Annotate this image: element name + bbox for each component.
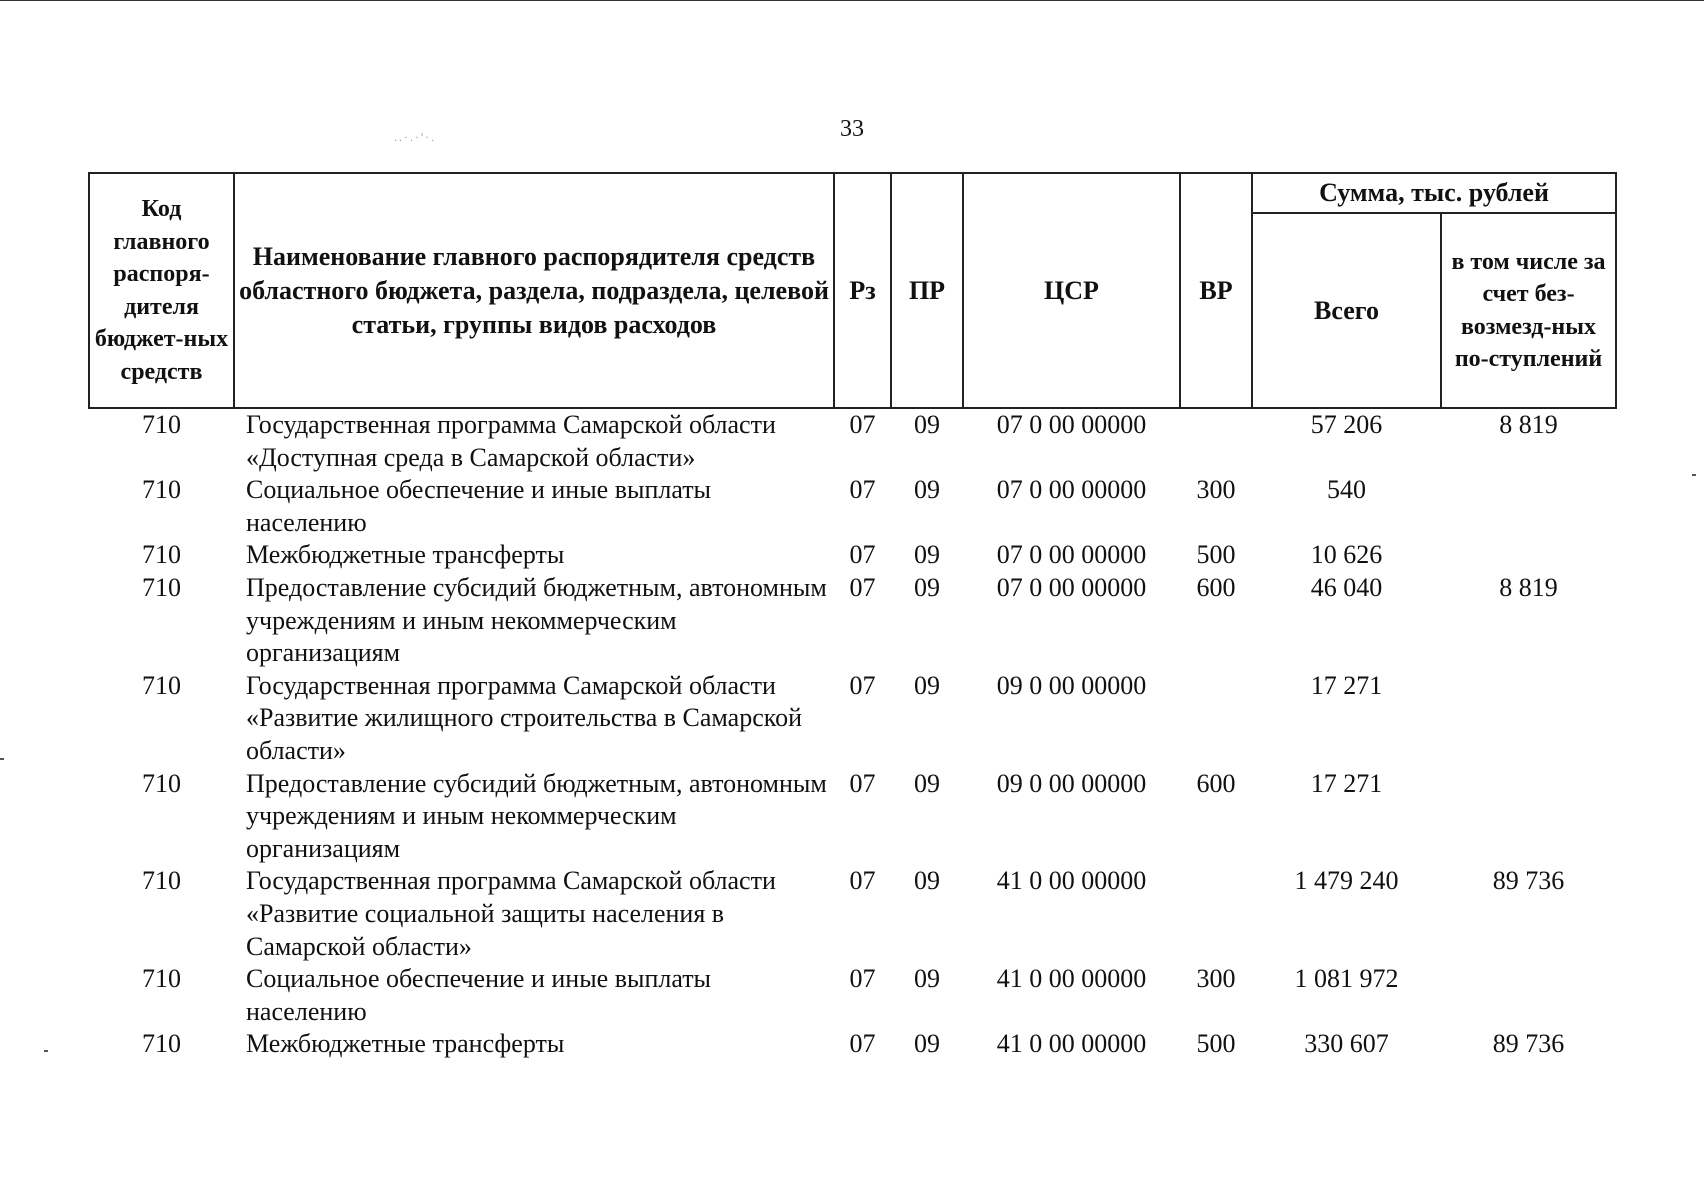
- row-total: 1 081 972: [1294, 964, 1399, 994]
- table-row: [89, 474, 1616, 539]
- header-pr: ПР: [891, 173, 963, 408]
- row-name: Государственная программа Самарской области «Доступная среда в Самарской области»: [246, 410, 776, 472]
- row-vr: 600: [1196, 768, 1236, 798]
- edge-mark: [44, 1050, 48, 1052]
- row-name: Социальное обеспечение и иные выплаты населению: [246, 475, 712, 537]
- table-row: [89, 408, 1616, 474]
- row-csr: 07 0 00 00000: [996, 410, 1147, 439]
- row-code: 710: [142, 410, 181, 439]
- header-sum: Сумма, тыс. рублей: [1252, 173, 1616, 213]
- header-code: Код главного распоря-дителя бюджет-ных средств: [89, 173, 234, 408]
- row-total: 540: [1327, 475, 1366, 505]
- row-vr: [1180, 670, 1252, 768]
- row-csr: 09 0 00 00000: [996, 670, 1147, 700]
- row-vr: 500: [1196, 540, 1236, 570]
- row-csr: 09 0 00 00000: [996, 768, 1147, 798]
- row-pr: 09: [914, 410, 940, 439]
- row-name: Государственная программа Самарской области «Развитие социальной защиты населения в Самарской области»: [246, 866, 776, 961]
- edge-mark: [1692, 474, 1696, 476]
- row-csr: 41 0 00 00000: [996, 1029, 1147, 1059]
- top-rule: [0, 0, 1704, 1]
- row-name: Предоставление субсидий бюджетным, автономным учреждениям и иным некоммерческим организациям: [246, 768, 827, 863]
- row-name: Государственная программа Самарской области «Развитие жилищного строительства в Самарской области»: [246, 670, 802, 765]
- row-rz: 07: [849, 670, 876, 700]
- page-number: 33: [840, 116, 864, 142]
- table-row: [89, 670, 1616, 768]
- row-total: 17 271: [1310, 768, 1383, 798]
- row-pr: 09: [914, 768, 940, 798]
- row-vr: 300: [1196, 475, 1236, 505]
- row-code: 710: [142, 1029, 181, 1059]
- header-free: в том числе за счет без-возмезд-ных по-ступлений: [1441, 213, 1616, 408]
- budget-table: [88, 172, 1617, 1061]
- row-csr: 07 0 00 00000: [996, 540, 1147, 570]
- row-rz: 07: [849, 475, 876, 505]
- row-vr: 500: [1196, 1029, 1236, 1059]
- row-total: 1 479 240: [1294, 866, 1399, 896]
- row-vr: [1180, 408, 1252, 474]
- row-free: 8 819: [1499, 410, 1558, 439]
- row-name: Социальное обеспечение и иные выплаты населению: [246, 964, 712, 1026]
- row-name: Предоставление субсидий бюджетным, автономным учреждениям и иным некоммерческим организациям: [246, 572, 827, 668]
- row-vr: 600: [1196, 572, 1236, 602]
- header-name: Наименование главного распорядителя средств областного бюджета, раздела, подраздела, целевой статьи, группы видов расходов: [234, 173, 834, 408]
- row-rz: 07: [849, 866, 876, 896]
- row-pr: 09: [914, 540, 940, 570]
- row-code: 710: [142, 572, 181, 602]
- row-total: 46 040: [1310, 572, 1383, 602]
- row-free: [1441, 539, 1616, 572]
- row-rz: 07: [849, 964, 876, 994]
- scan-specks: ..·.·'·.: [394, 130, 437, 144]
- header-vr: ВР: [1180, 173, 1252, 408]
- row-vr: [1180, 865, 1252, 963]
- table-row: [89, 1028, 1616, 1061]
- table-row: [89, 768, 1616, 866]
- row-rz: 07: [849, 540, 876, 570]
- row-code: 710: [142, 866, 181, 896]
- row-total: 330 607: [1304, 1029, 1389, 1059]
- row-pr: 09: [914, 572, 940, 602]
- row-rz: 07: [849, 1029, 876, 1059]
- row-free: 89 736: [1492, 1029, 1565, 1059]
- row-total: 57 206: [1310, 410, 1383, 439]
- row-code: 710: [142, 475, 181, 505]
- row-free: [1441, 474, 1616, 539]
- row-code: 710: [142, 964, 181, 994]
- row-free: 89 736: [1492, 866, 1565, 896]
- row-pr: 09: [914, 866, 940, 896]
- row-total: 17 271: [1310, 670, 1383, 700]
- row-vr: 300: [1196, 964, 1236, 994]
- row-total: 10 626: [1310, 540, 1383, 570]
- header-csr: ЦСР: [963, 173, 1180, 408]
- row-free: [1441, 768, 1616, 866]
- row-code: 710: [142, 670, 181, 700]
- row-rz: 07: [849, 768, 876, 798]
- row-pr: 09: [914, 964, 940, 994]
- edge-mark: [0, 758, 4, 760]
- row-code: 710: [142, 768, 181, 798]
- row-free: [1441, 670, 1616, 768]
- table-row: [89, 539, 1616, 572]
- table-row: [89, 865, 1616, 963]
- table-row: [89, 572, 1616, 670]
- row-rz: 07: [849, 410, 876, 439]
- row-pr: 09: [914, 475, 940, 505]
- row-csr: 07 0 00 00000: [996, 475, 1147, 505]
- row-csr: 41 0 00 00000: [996, 866, 1147, 896]
- row-name: Межбюджетные трансферты: [246, 1029, 565, 1059]
- row-csr: 41 0 00 00000: [996, 964, 1147, 994]
- row-pr: 09: [914, 1029, 940, 1059]
- row-pr: 09: [914, 670, 940, 700]
- table-row: [89, 963, 1616, 1028]
- header-total: Всего: [1252, 213, 1441, 408]
- row-free: 8 819: [1499, 572, 1558, 602]
- row-free: [1441, 963, 1616, 1028]
- row-code: 710: [142, 540, 181, 570]
- row-name: Межбюджетные трансферты: [246, 540, 565, 570]
- row-rz: 07: [849, 572, 876, 602]
- header-rz: Рз: [834, 173, 891, 408]
- row-csr: 07 0 00 00000: [996, 572, 1147, 602]
